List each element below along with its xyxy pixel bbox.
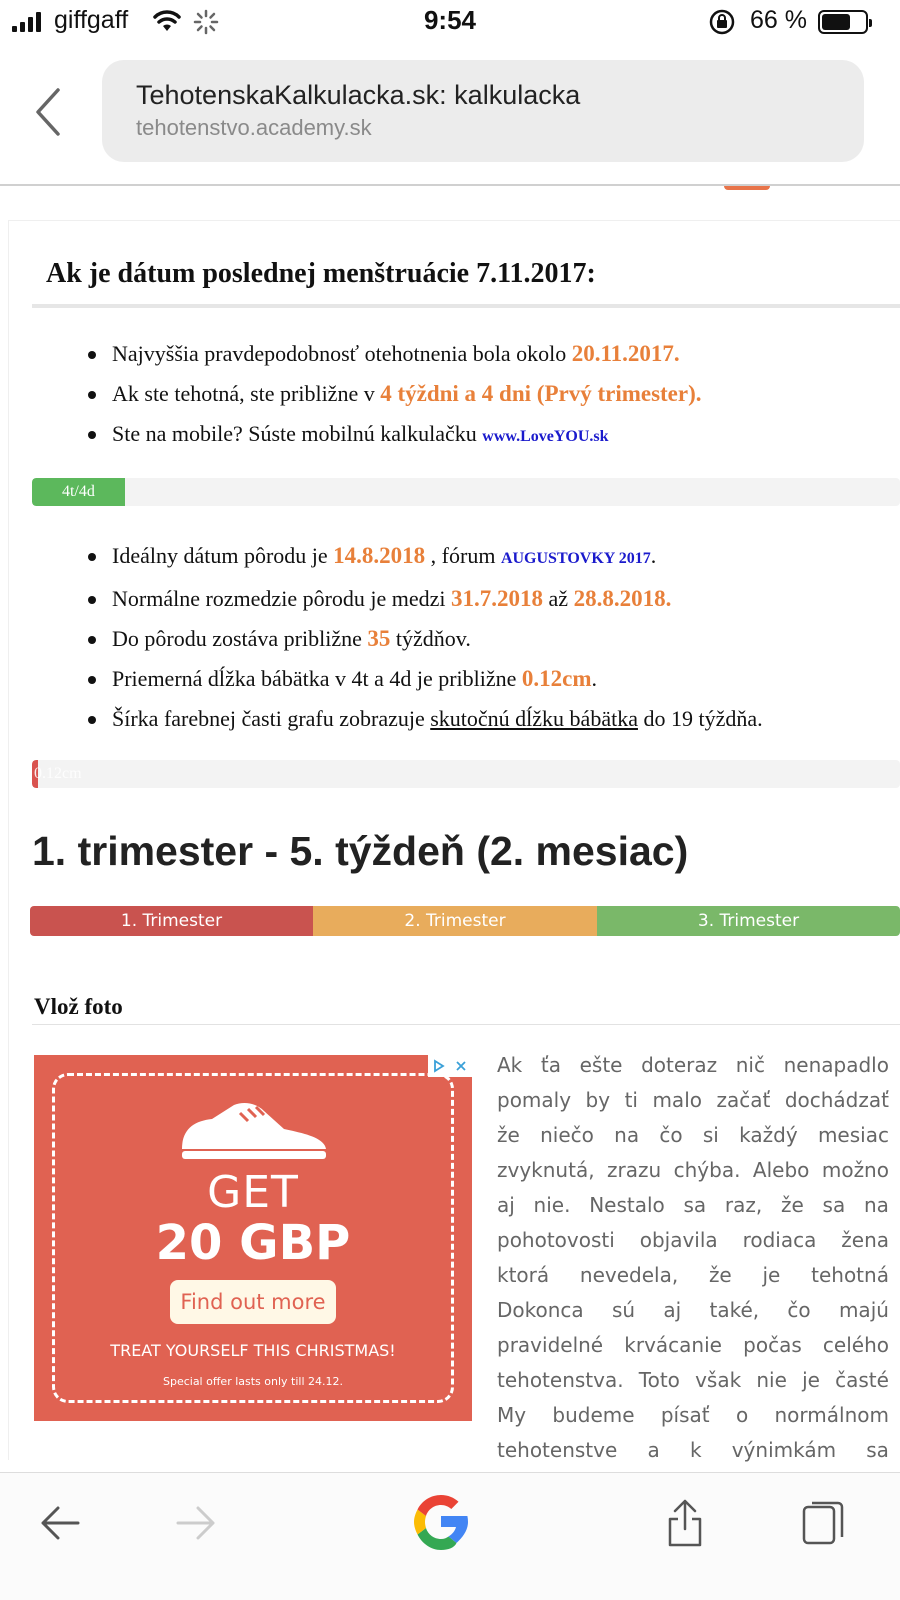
carrier-name: giffgaff [54, 6, 129, 34]
ad-tagline: TREAT YOURSELF THIS CHRISTMAS! [110, 1341, 396, 1360]
list-item: Šírka farebnej časti grafu zobrazuje skutočnú dĺžku bábätka do 19 týždňa. [88, 699, 763, 739]
list-item: Priemerná dĺžka bábätka v 4t a 4d je približne 0.12cm. [88, 659, 763, 699]
ad-headline: GET [207, 1167, 299, 1218]
ad-amount: 20 GBP [155, 1215, 351, 1271]
article-line: pohotovosti objavila rodiaca žena [497, 1228, 889, 1252]
page-content [0, 188, 900, 1472]
trimester-3-segment: 3. Trimester [597, 906, 900, 936]
list-item: Do pôrodu zostáva približne 35 týždňov. [88, 619, 763, 659]
pregnancy-progress-bar [32, 478, 900, 506]
battery-percentage: 66 % [750, 6, 807, 34]
photo-heading: Vlož foto [34, 994, 123, 1019]
browser-header [0, 46, 900, 186]
article-line: pravidelné krvácanie počas celého [497, 1333, 889, 1357]
details-list [88, 536, 763, 739]
article-line: Ak ťa ešte doteraz nič nenapadlo [497, 1053, 889, 1077]
forum-link[interactable]: AUGUSTOVKY 2017 [500, 550, 651, 567]
article-line: pomaly by ti malo začať dochádzať [497, 1088, 889, 1112]
page-domain: tehotenstvo.academy.sk [136, 115, 372, 140]
forward-arrow-icon[interactable] [174, 1503, 218, 1543]
loveyou-link[interactable]: www.LoveYOU.sk [482, 428, 609, 445]
footshop-logo [174, 1099, 334, 1163]
close-ad-icon[interactable] [450, 1055, 472, 1077]
ad-cta-button[interactable]: Find out more [170, 1280, 336, 1324]
article-line: aj nie. Nestalo sa raz, že sa na [497, 1193, 889, 1217]
trimester-bar [30, 906, 900, 936]
ad-fine-print: Special offer lasts only till 24.12. [162, 1375, 344, 1388]
address-bar[interactable] [102, 60, 864, 162]
progress-fill: 4t/4d [32, 478, 125, 506]
rotation-lock-icon [708, 8, 736, 36]
status-bar [0, 0, 900, 46]
share-icon[interactable] [664, 1497, 706, 1549]
clock: 9:54 [423, 5, 477, 35]
baby-length-link[interactable]: skutočnú dĺžku bábätka [430, 706, 638, 731]
list-item: Najvyššia pravdepodobnosť otehotnenia bola okolo 20.11.2017. [88, 334, 702, 374]
back-arrow-icon[interactable] [38, 1503, 82, 1543]
article-text [497, 1048, 889, 1468]
article-line: Dokonca sú aj také, čo majú [497, 1298, 889, 1322]
trimester-1-segment: 1. Trimester [30, 906, 313, 936]
lmp-heading: Ak je dátum poslednej menštruácie 7.11.2017: [46, 258, 596, 289]
tabs-icon[interactable] [798, 1499, 846, 1547]
article-line: My budeme písať o normálnom [497, 1403, 889, 1427]
trimester-2-segment: 2. Trimester [313, 906, 597, 936]
article-line: ktorá nevedela, že je tehotná [497, 1263, 889, 1287]
article-line: tehotenstve a k výnimkám sa [497, 1438, 889, 1462]
list-item: Ak ste tehotná, ste približne v 4 týždni a 4 dni (Prvý trimester). [88, 374, 702, 414]
list-item: Normálne rozmedzie pôrodu je medzi 31.7.2018 až 28.8.2018. [88, 579, 763, 619]
google-icon[interactable] [408, 1489, 474, 1555]
back-chevron-icon[interactable] [32, 86, 64, 138]
trimester-heading: 1. trimester - 5. týždeň (2. mesiac) [32, 828, 689, 874]
article-line: zvyknutá, zrazu chýba. Alebo možno [497, 1158, 889, 1182]
battery-icon [818, 10, 868, 34]
baby-length-bar [32, 760, 900, 788]
article-line: že niečo na čo si každý mesiac [497, 1123, 889, 1147]
length-bar-label: 0.12cm [34, 765, 82, 782]
page-title: TehotenskaKalkulacka.sk: kalkulacka [136, 80, 581, 110]
advertisement[interactable] [34, 1055, 472, 1421]
list-item: Ideálny dátum pôrodu je 14.8.2018 , fórum AUGUSTOVKY 2017. [88, 536, 763, 579]
bottom-toolbar [0, 1472, 900, 1600]
article-line: tehotenstva. Toto však nie je časté [497, 1368, 889, 1392]
divider [32, 1024, 900, 1025]
summary-list [88, 334, 702, 457]
divider [32, 304, 900, 308]
list-item: Ste na mobile? Súste mobilnú kalkulačku www.LoveYOU.sk [88, 414, 702, 457]
